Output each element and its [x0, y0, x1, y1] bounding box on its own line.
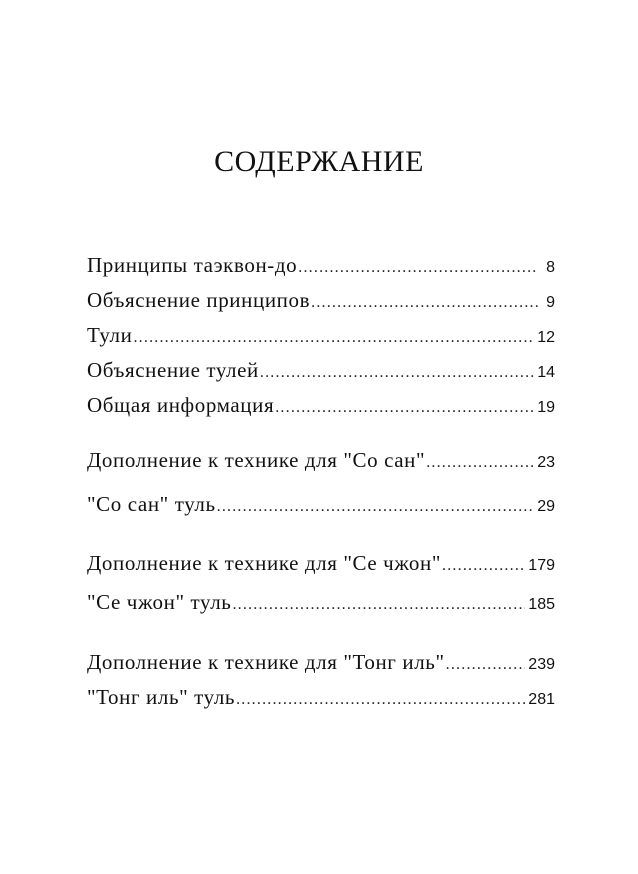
dot-leader [236, 686, 525, 714]
toc-entry-page: 239 [528, 656, 555, 673]
dot-leader [298, 254, 538, 282]
toc-entry-page: 9 [546, 294, 555, 311]
dot-leader [260, 359, 534, 387]
toc-entry-label: Принципы таэквон-до [87, 253, 298, 277]
toc-entry-label: Объяснение принципов [87, 288, 311, 312]
toc-entry-page: 12 [537, 329, 555, 346]
dot-leader [311, 289, 538, 317]
toc-entry [87, 490, 555, 518]
toc-entry-label: Дополнение к технике для "Тонг иль" [87, 650, 445, 674]
toc-entry [87, 321, 555, 349]
toc-entry-label: Общая информация [87, 393, 275, 417]
toc-entry-label: Тули [87, 323, 133, 347]
toc-entry-page: 8 [546, 259, 555, 276]
toc-entry-label: Объяснение тулей [87, 358, 259, 382]
toc-entry-label: "Се чжон" туль [87, 590, 232, 614]
toc-entry-label: "Тонг иль" туль [87, 685, 236, 709]
toc-entry [87, 683, 555, 711]
page-title: СОДЕРЖАНИЕ [214, 145, 424, 178]
dot-leader [133, 324, 534, 352]
toc-entry [87, 549, 555, 577]
toc-entry-page: 179 [528, 557, 555, 574]
dot-leader [442, 552, 525, 580]
toc-entry [87, 588, 555, 616]
dot-leader [426, 449, 534, 477]
toc-entry [87, 356, 555, 384]
toc-entry-page: 19 [537, 399, 555, 416]
toc-entry-page: 14 [537, 364, 555, 381]
toc-entry-page: 185 [528, 596, 555, 613]
toc-entry-label: "Со сан" туль [87, 492, 216, 516]
toc-entry [87, 391, 555, 419]
toc-entry-page: 29 [537, 498, 555, 515]
dot-leader [446, 651, 526, 679]
dot-leader [275, 394, 534, 422]
toc-entry-page: 23 [537, 454, 555, 471]
toc-entry [87, 251, 555, 279]
toc-entry [87, 648, 555, 676]
toc-entry-page: 281 [528, 691, 555, 708]
dot-leader [232, 591, 525, 619]
toc-entry-label: Дополнение к технике для "Со сан" [87, 448, 426, 472]
toc-entry [87, 286, 555, 314]
toc-entry-label: Дополнение к технике для "Се чжон" [87, 551, 442, 575]
toc-entry [87, 446, 555, 474]
dot-leader [217, 493, 535, 521]
